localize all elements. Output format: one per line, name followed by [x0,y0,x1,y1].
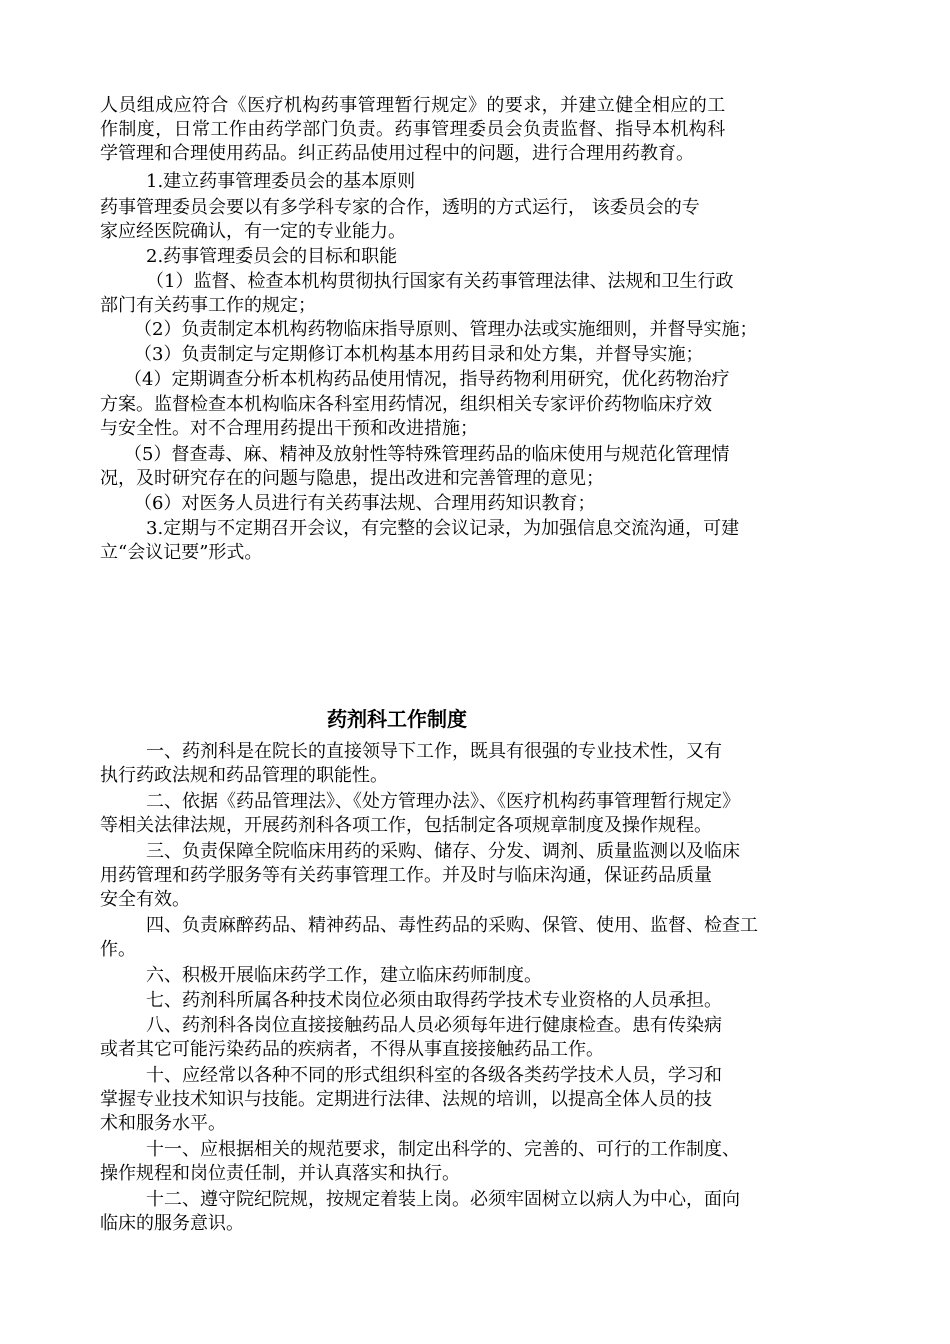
paragraph-line: 十一、应根据相关的规范要求，制定出科学的、完善的、可行的工作制度、 [146,1139,740,1160]
paragraph-line: （3）负责制定与定期修订本机构基本用药目录和处方集，并督导实施； [134,344,704,365]
paragraph-line: （2）负责制定本机构药物临床指导原则、管理办法或实施细则，并督导实施； [134,319,758,340]
paragraph-line: 执行药政法规和药品管理的职能性。 [100,765,388,786]
paragraph-line: 立“会议记要”形式。 [100,542,263,563]
paragraph-line: 掌握专业技术知识与技能。定期进行法律、法规的培训，以提高全体人员的技 [100,1089,712,1110]
paragraph-line: 2.药事管理委员会的目标和职能 [146,246,398,267]
paragraph-line: 3.定期与不定期召开会议，有完整的会议记录，为加强信息交流沟通，可建 [146,518,740,539]
paragraph-line: （5）督查毒、麻、精神及放射性等特殊管理药品的临床使用与规范化管理情 [124,444,730,465]
paragraph-line: 部门有关药事工作的规定； [100,295,316,316]
paragraph-line: 1.建立药事管理委员会的基本原则 [146,171,416,192]
paragraph-line: 作制度，日常工作由药学部门负责。药事管理委员会负责监督、指导本机构科 [100,119,726,140]
paragraph-line: 等相关法律法规，开展药剂科各项工作，包括制定各项规章制度及操作规程。 [100,815,712,836]
paragraph-line: 方案。监督检查本机构临床各科室用药情况，组织相关专家评价药物临床疗效 [100,394,712,415]
paragraph-line: 用药管理和药学服务等有关药事管理工作。并及时与临床沟通，保证药品质量 [100,865,712,886]
section-title: 药剂科工作制度 [327,707,467,731]
paragraph-line: 术和服务水平。 [100,1113,226,1134]
paragraph-line: 作。 [100,939,136,960]
paragraph-line: 临床的服务意识。 [100,1213,244,1234]
paragraph-line: 学管理和合理使用药品。纠正药品使用过程中的问题，进行合理用药教育。 [100,143,694,164]
paragraph-line: 安全有效。 [100,889,190,910]
paragraph-line: 十、应经常以各种不同的形式组织科室的各级各类药学技术人员，学习和 [146,1065,722,1086]
paragraph-line: 十二、遵守院纪院规，按规定着装上岗。必须牢固树立以病人为中心，面向 [146,1189,740,1210]
paragraph-line: （4）定期调查分析本机构药品使用情况，指导药物利用研究，优化药物治疗 [124,369,730,390]
paragraph-line: 四、负责麻醉药品、精神药品、毒性药品的采购、保管、使用、监督、检查工 [146,915,758,936]
paragraph-line: 况，及时研究存在的问题与隐患，提出改进和完善管理的意见； [100,468,604,489]
paragraph-line: 或者其它可能污染药品的疾病者，不得从事直接接触药品工作。 [100,1039,604,1060]
paragraph-line: 三、负责保障全院临床用药的采购、储存、分发、调剂、质量监测以及临床 [146,841,740,862]
paragraph-line: 七、药剂科所属各种技术岗位必须由取得药学技术专业资格的人员承担。 [146,990,722,1011]
paragraph-line: 与安全性。对不合理用药提出干预和改进措施； [100,418,478,439]
paragraph-line: 六、积极开展临床药学工作，建立临床药师制度。 [146,965,542,986]
paragraph-line: 八、药剂科各岗位直接接触药品人员必须每年进行健康检查。患有传染病 [146,1015,722,1036]
paragraph-line: 人员组成应符合《医疗机构药事管理暂行规定》的要求，并建立健全相应的工 [100,95,726,116]
paragraph-line: 药事管理委员会要以有多学科专家的合作，透明的方式运行， 该委员会的专 [100,197,700,218]
paragraph-line: 二、依据《药品管理法》、《处方管理办法》、《医疗机构药事管理暂行规定》 [146,791,740,812]
paragraph-line: （1）监督、检查本机构贯彻执行国家有关药事管理法律、法规和卫生行政 [146,271,734,292]
paragraph-line: 一、药剂科是在院长的直接领导下工作，既具有很强的专业技术性，又有 [146,741,722,762]
paragraph-line: （6）对医务人员进行有关药事法规、合理用药知识教育； [134,493,596,514]
paragraph-line: 操作规程和岗位责任制，并认真落实和执行。 [100,1163,460,1184]
paragraph-line: 家应经医院确认，有一定的专业能力。 [100,221,406,242]
